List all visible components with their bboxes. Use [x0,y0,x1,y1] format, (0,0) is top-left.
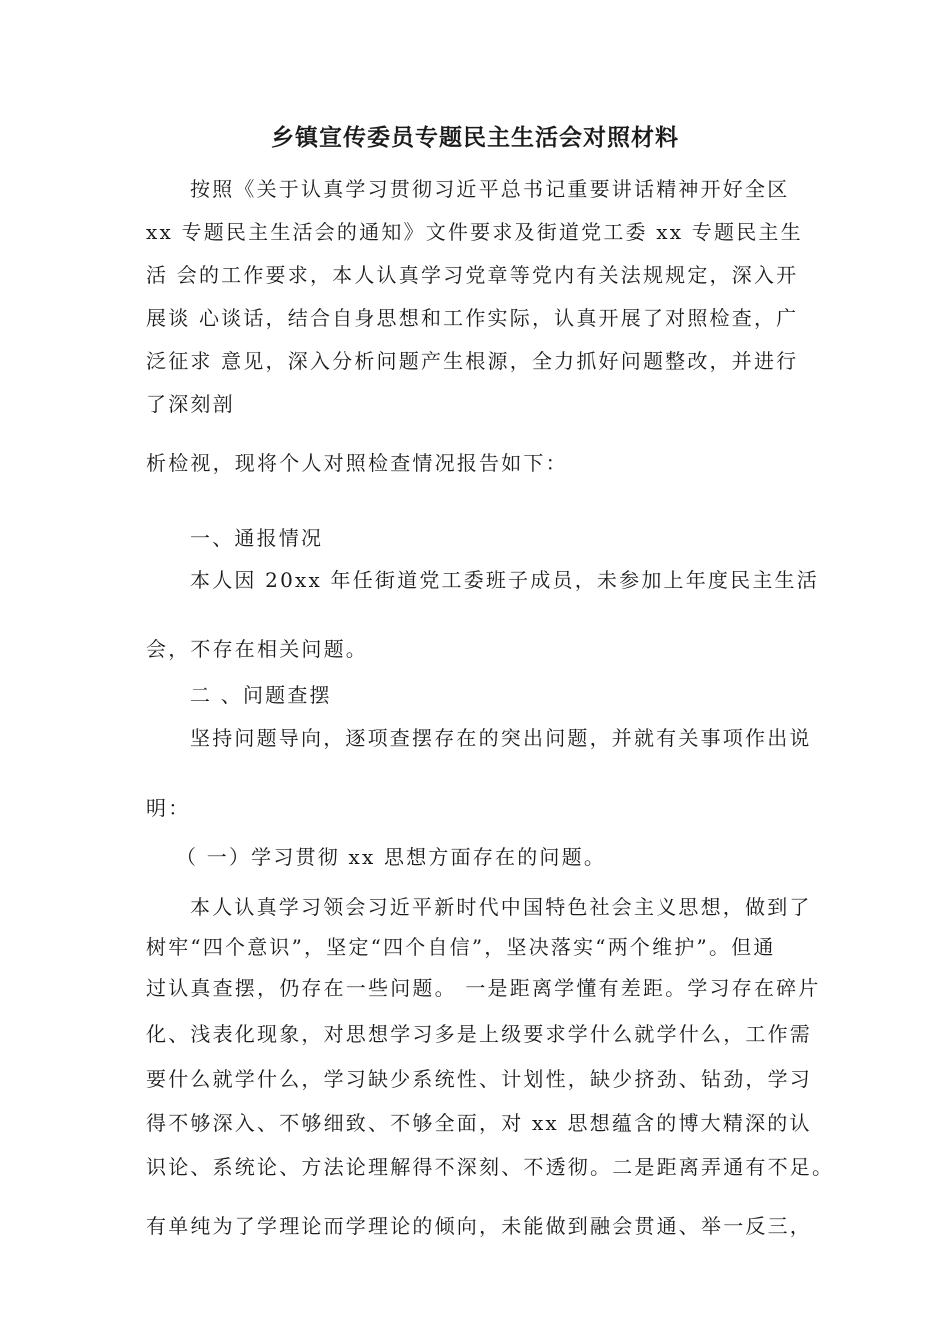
document-title: 乡镇宣传委员专题民主生活会对照材料 [271,125,679,151]
paragraph-line: 得不够深入、不够细致、不够全面，对 xx 思想蕴含的博大精深的认 [146,1111,812,1135]
paragraph-line: 要什么就学什么，学习缺少系统性、计划性，缺少挤劲、钻劲，学习 [146,1067,812,1091]
paragraph-line: 本人认真学习领会习近平新时代中国特色社会主义思想，做到了 [190,895,812,919]
paragraph-line: 坚持问题导向，逐项查摆存在的突出问题，并就有关事项作出说 [190,726,812,750]
paragraph-line: 树牢“四个意识”，坚定“四个自信”，坚决落实“两个维护”。但通 [146,935,776,959]
paragraph-line: xx 专题民主生活会的通知》文件要求及街道党工委 xx 专题民主生 [146,220,803,244]
paragraph-line: 本人因 20xx 年任街道党工委班子成员，未参加上年度民主生活 [190,568,819,592]
paragraph-line: 识论、系统论、方法论理解得不深刻、不透彻。二是距离弄通有不足。 [146,1155,835,1179]
paragraph-line: 展谈 心谈话，结合自身思想和工作实际，认真开展了对照检查，广 [146,306,799,330]
paragraph-line: 按照《关于认真学习贯彻习近平总书记重要讲话精神开好全区 [190,177,790,201]
paragraph-line: 明： [146,796,191,820]
paragraph-line: 会，不存在相关问题。 [146,637,368,661]
paragraph-line: 化、浅表化现象，对思想学习多是上级要求学什么就学什么，工作需 [146,1022,812,1046]
paragraph-line: 析检视，现将个人对照检查情况报告如下： [146,451,568,475]
section-heading: 一、通报情况 [190,526,324,550]
paragraph-line: 活 会的工作要求，本人认真学习党章等党内有关法规规定，深入开 [146,263,799,287]
paragraph-line: 过认真查摆，仍存在一些问题。 一是距离学懂有差距。学习存在碎片 [146,976,821,1000]
section-heading: 二 、问题查摆 [190,683,332,707]
paragraph-line: 泛征求 意见，深入分析问题产生根源，全力抓好问题整改，并进行 [146,349,799,373]
subsection-heading: （ 一）学习贯彻 xx 思想方面存在的问题。 [176,845,607,869]
paragraph-line: 了深刻剖 [146,392,235,416]
paragraph-line: 有单纯为了学理论而学理论的倾向，未能做到融会贯通、举一反三， [146,1214,812,1238]
